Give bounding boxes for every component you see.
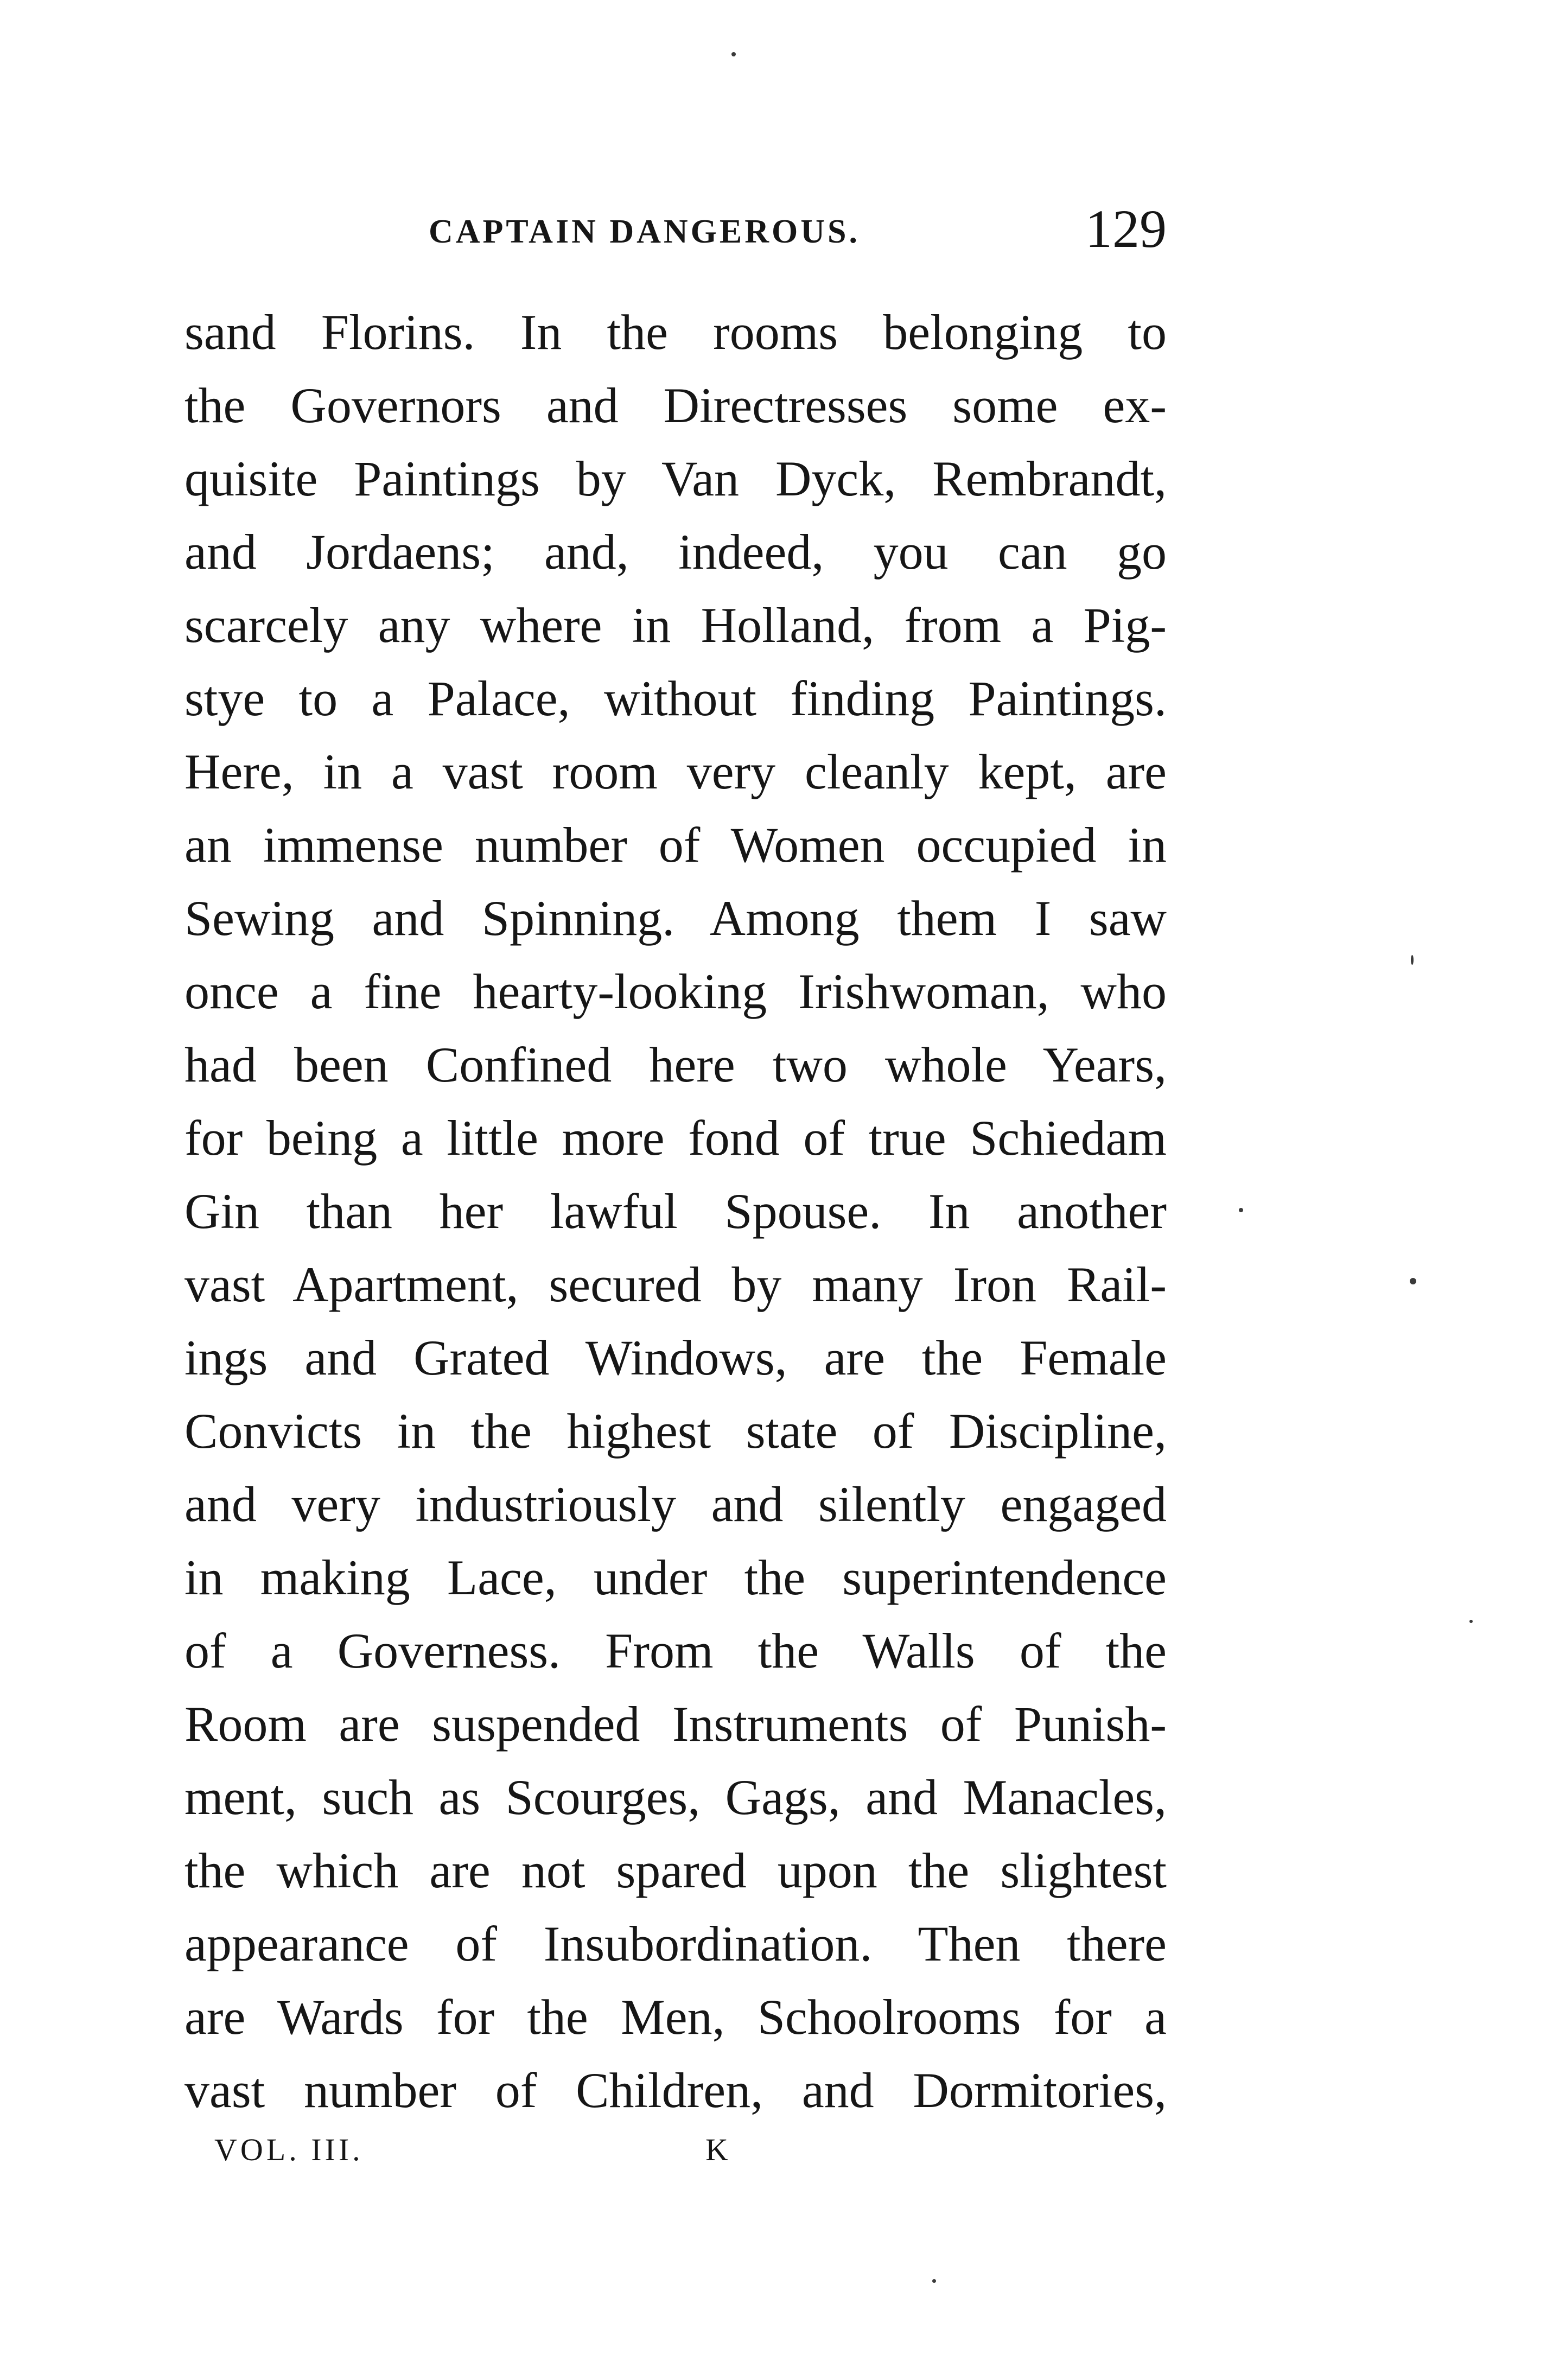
text-line: sand Florins. In the rooms belonging to: [184, 304, 1167, 360]
text-line: Convicts in the highest state of Discipline,: [184, 1403, 1167, 1459]
volume-signature: VOL. III.: [214, 2132, 364, 2167]
text-line: Sewing and Spinning. Among them I saw: [184, 890, 1167, 946]
text-line: the Governors and Directresses some ex-: [184, 378, 1167, 433]
gathering-letter: K: [705, 2132, 728, 2167]
text-line: appearance of Insubordination. Then there: [184, 1916, 1167, 1971]
text-line: once a fine hearty-looking Irishwoman, who: [184, 964, 1167, 1019]
scan-speck: [1411, 955, 1414, 965]
scan-speck: [932, 2279, 936, 2283]
text-line: of a Governess. From the Walls of the: [184, 1623, 1167, 1678]
text-line: vast number of Children, and Dormitories,: [184, 2063, 1167, 2118]
text-line: are Wards for the Men, Schoolrooms for a: [184, 1989, 1167, 2045]
text-line: Here, in a vast room very cleanly kept, are: [184, 744, 1167, 799]
body-text: [184, 296, 1167, 2127]
text-line: for being a little more fond of true Schiedam: [184, 1110, 1167, 1166]
text-line: quisite Paintings by Van Dyck, Rembrandt,: [184, 451, 1167, 506]
text-line: stye to a Palace, without finding Paintings.: [184, 671, 1167, 726]
scan-speck: [1239, 1208, 1243, 1212]
text-line: and very industriously and silently engaged: [184, 1477, 1167, 1532]
scan-speck: [731, 52, 736, 56]
text-line: and Jordaens; and, indeed, you can go: [184, 524, 1167, 580]
text-line: the which are not spared upon the slightest: [184, 1843, 1167, 1898]
text-line: vast Apartment, secured by many Iron Rail-: [184, 1257, 1167, 1312]
running-title: CAPTAIN DANGEROUS.: [429, 213, 861, 250]
page-number: 129: [1085, 199, 1167, 259]
text-line: an immense number of Women occupied in: [184, 817, 1167, 873]
signature-mark: [0, 2128, 1553, 2177]
text-line: Gin than her lawful Spouse. In another: [184, 1183, 1167, 1239]
scan-speck: [1410, 1278, 1416, 1284]
text-line: Room are suspended Instruments of Punish-: [184, 1696, 1167, 1752]
running-head: [0, 199, 1553, 262]
scan-speck: [1469, 1620, 1473, 1623]
text-line: scarcely any where in Holland, from a Pig-: [184, 597, 1167, 653]
text-line: ment, such as Scourges, Gags, and Manacles,: [184, 1770, 1167, 1825]
text-line: in making Lace, under the superintendence: [184, 1550, 1167, 1605]
text-line: had been Confined here two whole Years,: [184, 1037, 1167, 1092]
text-line: ings and Grated Windows, are the Female: [184, 1330, 1167, 1385]
